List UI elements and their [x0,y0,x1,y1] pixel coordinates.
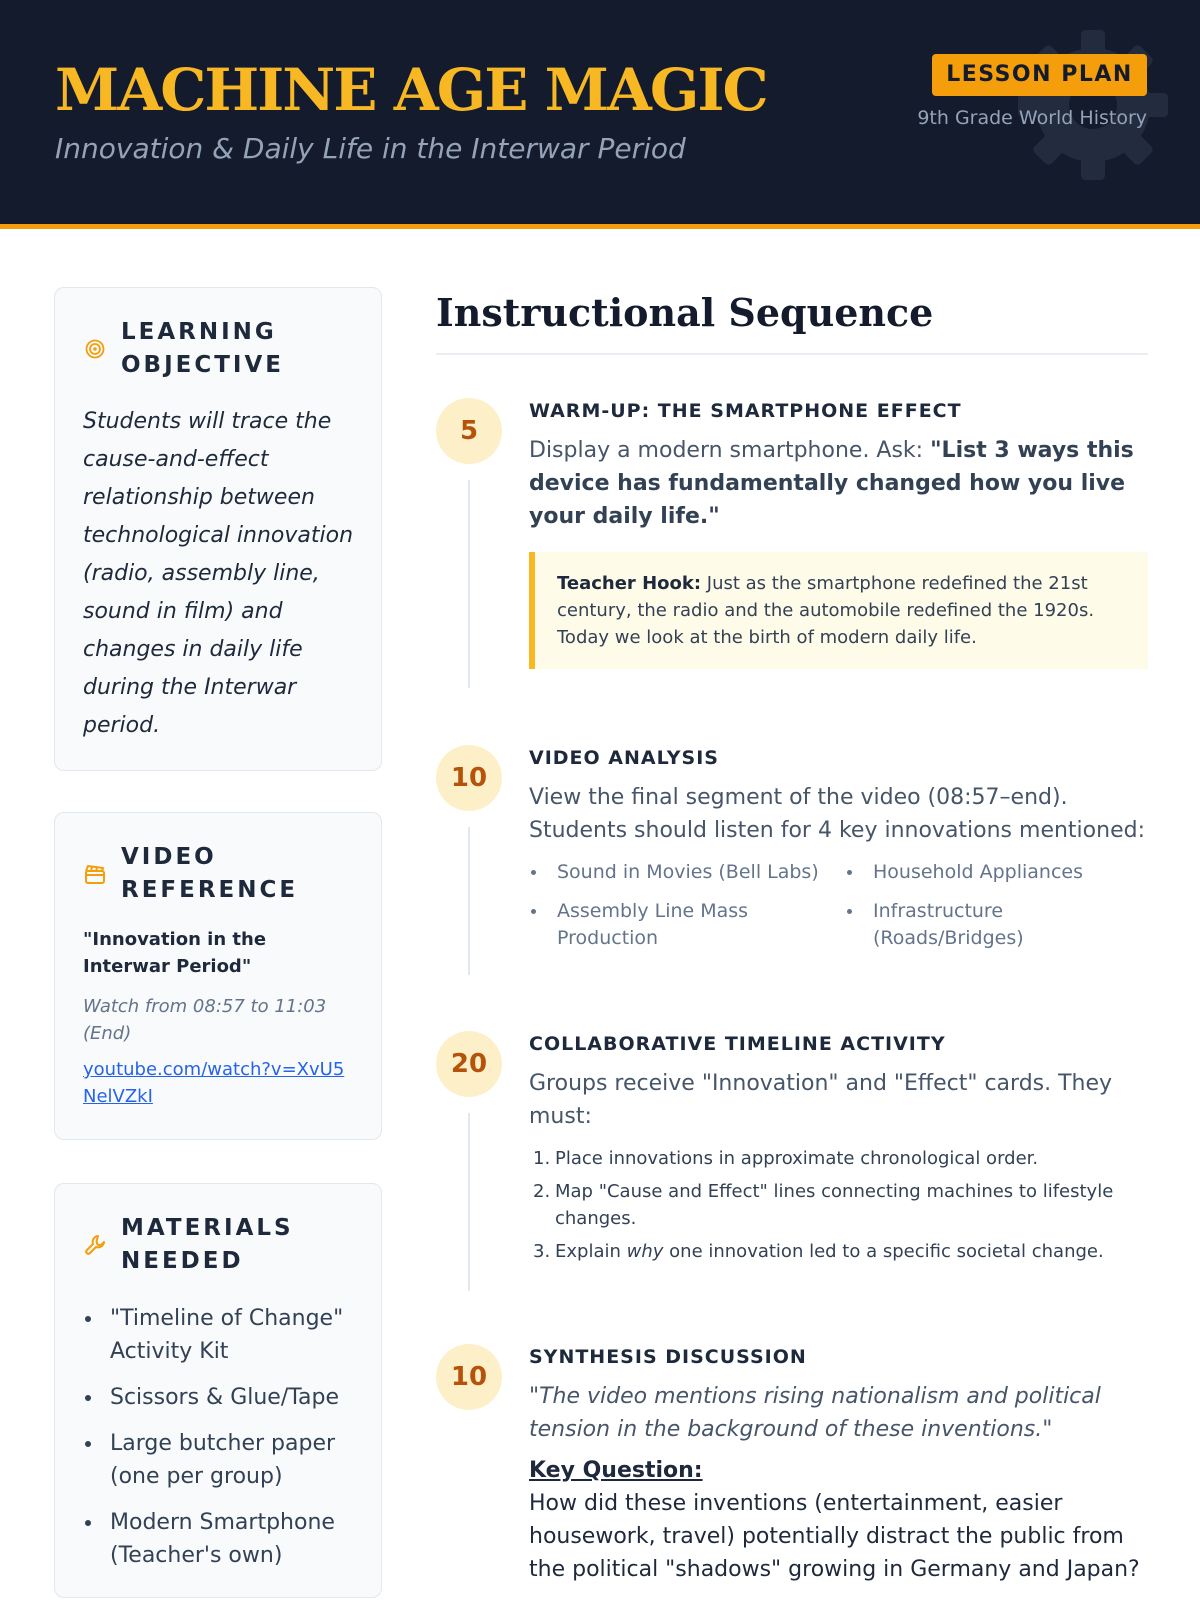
step-duration: 10 [436,745,502,811]
step-label: WARM-UP: THE SMARTPHONE EFFECT [529,400,962,422]
card-title: LEARNING OBJECTIVE [121,319,284,378]
key-question-label: Key Question: [529,1458,703,1483]
step-duration: 20 [436,1031,502,1097]
step-label: VIDEO ANALYSIS [529,747,719,769]
card-header [83,316,321,382]
innovation-list [529,859,1148,952]
step-text: Display a modern smartphone. Ask: "List 3 ways this device has fundamentally changed how you live your daily life." [529,438,1134,529]
wrench-icon [83,1233,107,1257]
step-duration: 5 [436,398,502,464]
card-title: MATERIALS NEEDED [121,1215,294,1274]
list-item: "Timeline of Change" Activity Kit [83,1302,373,1368]
lesson-plan-badge: LESSON PLAN [932,54,1147,96]
timeline-line [468,827,470,975]
list-item: Sound in Movies (Bell Labs) [529,859,845,886]
header-banner [0,0,1200,229]
timeline-line [468,1113,470,1291]
video-link[interactable]: youtube.com/watch?v=XvU5NelVZkI [83,1059,345,1107]
page-title: MACHINE AGE MAGIC [55,56,767,124]
step-text: Groups receive "Innovation" and "Effect" cards. They must: [529,1071,1113,1129]
list-item: Household Appliances [845,859,1145,886]
divider [436,353,1148,355]
step-label: COLLABORATIVE TIMELINE ACTIVITY [529,1033,946,1055]
learning-objective-card [54,287,382,771]
timeline-line [468,480,470,688]
list-item: Modern Smartphone (Teacher's own) [83,1506,373,1572]
teacher-hook: Teacher Hook: Just as the smartphone redefined the 21st century, the radio and the automobile redefined the 1920s. Today we look at the birth of modern daily life. [529,552,1148,669]
card-title: VIDEO REFERENCE [121,844,299,903]
video-reference-card [54,812,382,1140]
video-timestamp: Watch from 08:57 to 11:03 (End) [83,996,327,1044]
list-item: 1. Place innovations in approximate chronological order. [533,1148,1039,1169]
materials-list [83,1302,373,1585]
page-subtitle: Innovation & Daily Life in the Interwar Period [55,132,686,165]
discussion-quote: "The video mentions rising nationalism and political tension in the background of these inventions." [529,1384,1101,1442]
materials-card [54,1183,382,1598]
list-item: Assembly Line Mass Production [529,898,845,952]
step-label: SYNTHESIS DISCUSSION [529,1346,807,1368]
video-title: "Innovation in the Interwar Period" [83,929,267,977]
list-item: Large butcher paper (one per group) [83,1427,373,1493]
clapperboard-icon [83,862,107,886]
card-header [83,1212,311,1278]
grade-label: 9th Grade World History [917,107,1147,129]
key-question-text: How did these inventions (entertainment, easier housework, travel) potentially distract the public from the political "shadows" growing in Germany and Japan? [529,1491,1140,1582]
instruction-list [529,1145,1148,1265]
gear-icon [1018,30,1168,180]
list-item: Scissors & Glue/Tape [83,1381,373,1414]
list-item: 3. Explain why one innovation led to a specific societal change. [533,1241,1104,1262]
card-header [83,841,311,907]
target-icon [83,337,107,361]
step-text: View the final segment of the video (08:57–end). Students should listen for 4 key innovations mentioned: [529,785,1145,843]
list-item: 2. Map "Cause and Effect" lines connecting machines to lifestyle changes. [533,1181,1114,1229]
step-duration: 10 [436,1344,502,1410]
list-item: Infrastructure (Roads/Bridges) [845,898,1145,952]
objective-text: Students will trace the cause-and-effect relationship between technological innovation (radio, assembly line, sound in film) and changes in daily life during the Interwar period. [83,409,354,738]
section-title: Instructional Sequence [436,290,934,335]
